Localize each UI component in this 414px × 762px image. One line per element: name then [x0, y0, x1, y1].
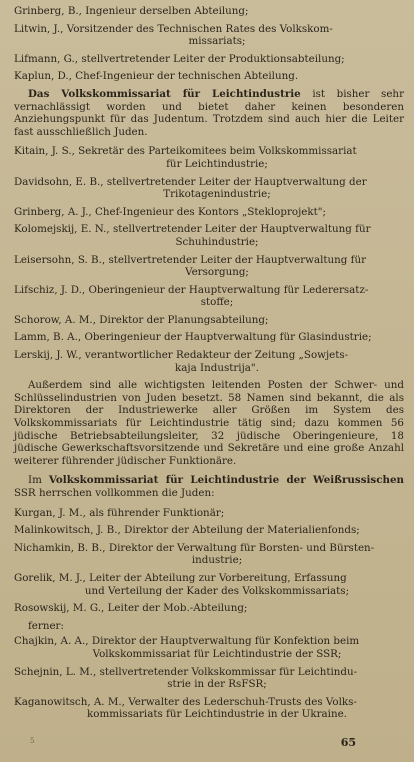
list-item [14, 206, 404, 219]
entry-name: Rosowskij, M. G., [14, 602, 105, 615]
entries-mid [14, 145, 404, 374]
entry-role: Vorsitzender des Technischen Rates des Volkskom- [66, 22, 333, 35]
paragraph-industries: Außerdem sind alle wichtigsten leitenden Posten der Schwer- und Schlüsselindustrien von Juden besetzt. 58 Namen sind bekannt, die als Direktoren der Industriewerke aller Größen im System des Volkskommissariats für Leichtindustrie tätig sind; dazu kommen 56 jüdische Betriebsabteilungsleiter, 32 jüdische Oberingenieure, 18 jüdische Gewerkschaftsvorsitzende und Sekretäre und eine große Anzahl weiterer führender jüdischer Funktionäre. [14, 379, 404, 467]
signature-mark: 5 [30, 737, 35, 746]
entry-name: Schejnin, L. M., [14, 665, 97, 678]
page-number: 65 [340, 736, 356, 750]
entry-continuation: kommissariats für Leichtindustrie in der Ukraine. [87, 708, 347, 721]
entries-top [14, 5, 404, 83]
list-item [14, 314, 404, 327]
list-item [14, 696, 404, 721]
paragraph-ssr [14, 474, 404, 499]
entry-role: stellvertretender Leiter der Produktionsabteilung; [81, 52, 345, 65]
entry-role: verantwortlicher Redakteur der Zeitung „Sowjets- [84, 349, 349, 362]
list-item [14, 223, 404, 248]
entry-name: Nichamkin, B. B., [14, 541, 106, 554]
entry-role: Ingenieur derselben Abteilung; [85, 5, 249, 17]
list-item [14, 349, 404, 374]
entry-name: Litwin, J., [14, 22, 64, 35]
ferner-label: ferner: [28, 619, 64, 632]
entry-name: Kaganowitsch, A. M., [14, 695, 125, 708]
list-item [14, 23, 404, 48]
entry-role: stellvertretender Leiter der Hauptverwaltung für [112, 223, 371, 236]
list-item [14, 5, 404, 18]
entry-name: Lerskij, J. W., [14, 349, 82, 362]
entry-name: Leisersohn, S. B., [14, 253, 106, 266]
entry-continuation: Trikotagenindustrie; [163, 188, 271, 201]
entry-role: Leiter der Abteilung zur Vorbereitung, Erfassung [89, 571, 347, 584]
entry-name: Schorow, A. M., [14, 313, 96, 326]
entry-role: stellvertretender Volkskommissar für Leichtindu- [99, 665, 358, 678]
entry-role: als führender Funktionär; [89, 506, 225, 519]
entry-name: Kitain, J. S., [14, 145, 75, 158]
list-item [14, 507, 404, 520]
entry-name: Kurgan, J. M., [14, 506, 86, 519]
entry-name: Lifschiz, J. D., [14, 283, 86, 296]
entry-role: Chef-Ingenieur der technischen Abteilung. [75, 70, 299, 83]
entry-continuation: Schuhindustrie; [175, 235, 259, 248]
list-item [14, 331, 404, 344]
list-item [14, 145, 404, 170]
list-item [14, 666, 404, 691]
paragraph-leichtindustrie [14, 88, 404, 138]
list-item [14, 53, 404, 66]
entry-name: Kolomejskij, E. N., [14, 223, 110, 236]
entry-role: Verwalter des Lederschuh-Trusts des Volks- [128, 695, 357, 708]
entry-name: Grinberg, A. J., [14, 205, 92, 218]
entry-name: Lifmann, G., [14, 52, 79, 65]
entry-role: stellvertretender Leiter der Hauptverwaltung für [108, 253, 367, 266]
list-item [14, 602, 404, 615]
entry-continuation: kaja Industrija". [175, 361, 259, 374]
entry-role: Sekretär des Parteikomitees beim Volkskommissariat [78, 145, 357, 158]
entry-name: Chajkin, A. A., [14, 635, 89, 648]
entry-role: Leiter der Mob.-Abteilung; [107, 602, 248, 615]
entry-continuation: Volkskommissariat für Leichtindustrie der SSR; [92, 647, 342, 660]
entry-name: Malinkowitsch, J. B., [14, 524, 121, 537]
entry-continuation: und Verteilung der Kader des Volkskommissariats; [84, 584, 350, 597]
list-item [14, 70, 404, 83]
entry-role: stellvertretender Leiter der Hauptverwaltung der [106, 175, 367, 188]
paragraph-bold-lead: Das Volkskommissariat für Leichtindustrie [28, 87, 301, 100]
entries-ssr [14, 507, 404, 615]
entry-role: Chef-Ingenieur des Kontors „Stekloprojekt"; [94, 205, 326, 218]
entry-continuation: Versorgung; [185, 266, 249, 279]
entries-bottom [14, 635, 404, 721]
paragraph-ssr-bold: Volkskommissariat für Leichtindustrie der Weißrussischen [48, 474, 405, 487]
entry-role: Oberingenieur der Hauptverwaltung für Glasindustrie; [84, 331, 372, 344]
entry-name: Davidsohn, E. B., [14, 175, 104, 188]
entry-name: Lamm, B. A., [14, 331, 82, 344]
list-item [14, 176, 404, 201]
list-item [14, 635, 404, 660]
entry-name: Grinberg, B., [14, 5, 82, 17]
list-item [14, 572, 404, 597]
page-footer [0, 736, 414, 762]
list-item [14, 254, 404, 279]
entry-continuation: strie in der RsFSR; [167, 678, 267, 691]
list-item [14, 542, 404, 567]
paragraph-ssr-rest: SSR herrschen vollkommen die Juden: [14, 487, 215, 499]
entry-role: Direktor der Hauptverwaltung für Konfektion beim [91, 635, 360, 648]
entry-role: Direktor der Abteilung der Materialienfonds; [124, 524, 360, 537]
paragraph-ssr-pre: Im [28, 474, 49, 487]
list-item [14, 524, 404, 537]
entry-role: Direktor der Verwaltung für Borsten- und Bürsten- [108, 541, 375, 554]
paragraph-rest: ist bisher sehr vernachlässigt worden und bietet daher keinen besonderen Anziehungspunkt für das Judentum. Trotzdem sind auch hier die Leiter fast ausschließlich Juden. [14, 87, 404, 138]
entry-continuation: industrie; [191, 554, 243, 567]
entry-name: Kaplun, D., [14, 70, 72, 83]
entry-continuation: missariats; [188, 35, 246, 48]
entry-continuation: für Leichtindustrie; [166, 157, 268, 170]
list-item [14, 284, 404, 309]
entry-name: Gorelik, M. J., [14, 571, 86, 584]
entry-role: Oberingenieur der Hauptverwaltung für Lederersatz- [88, 283, 369, 296]
entry-continuation: stoffe; [200, 296, 234, 309]
entry-role: Direktor der Planungsabteilung; [99, 313, 269, 326]
